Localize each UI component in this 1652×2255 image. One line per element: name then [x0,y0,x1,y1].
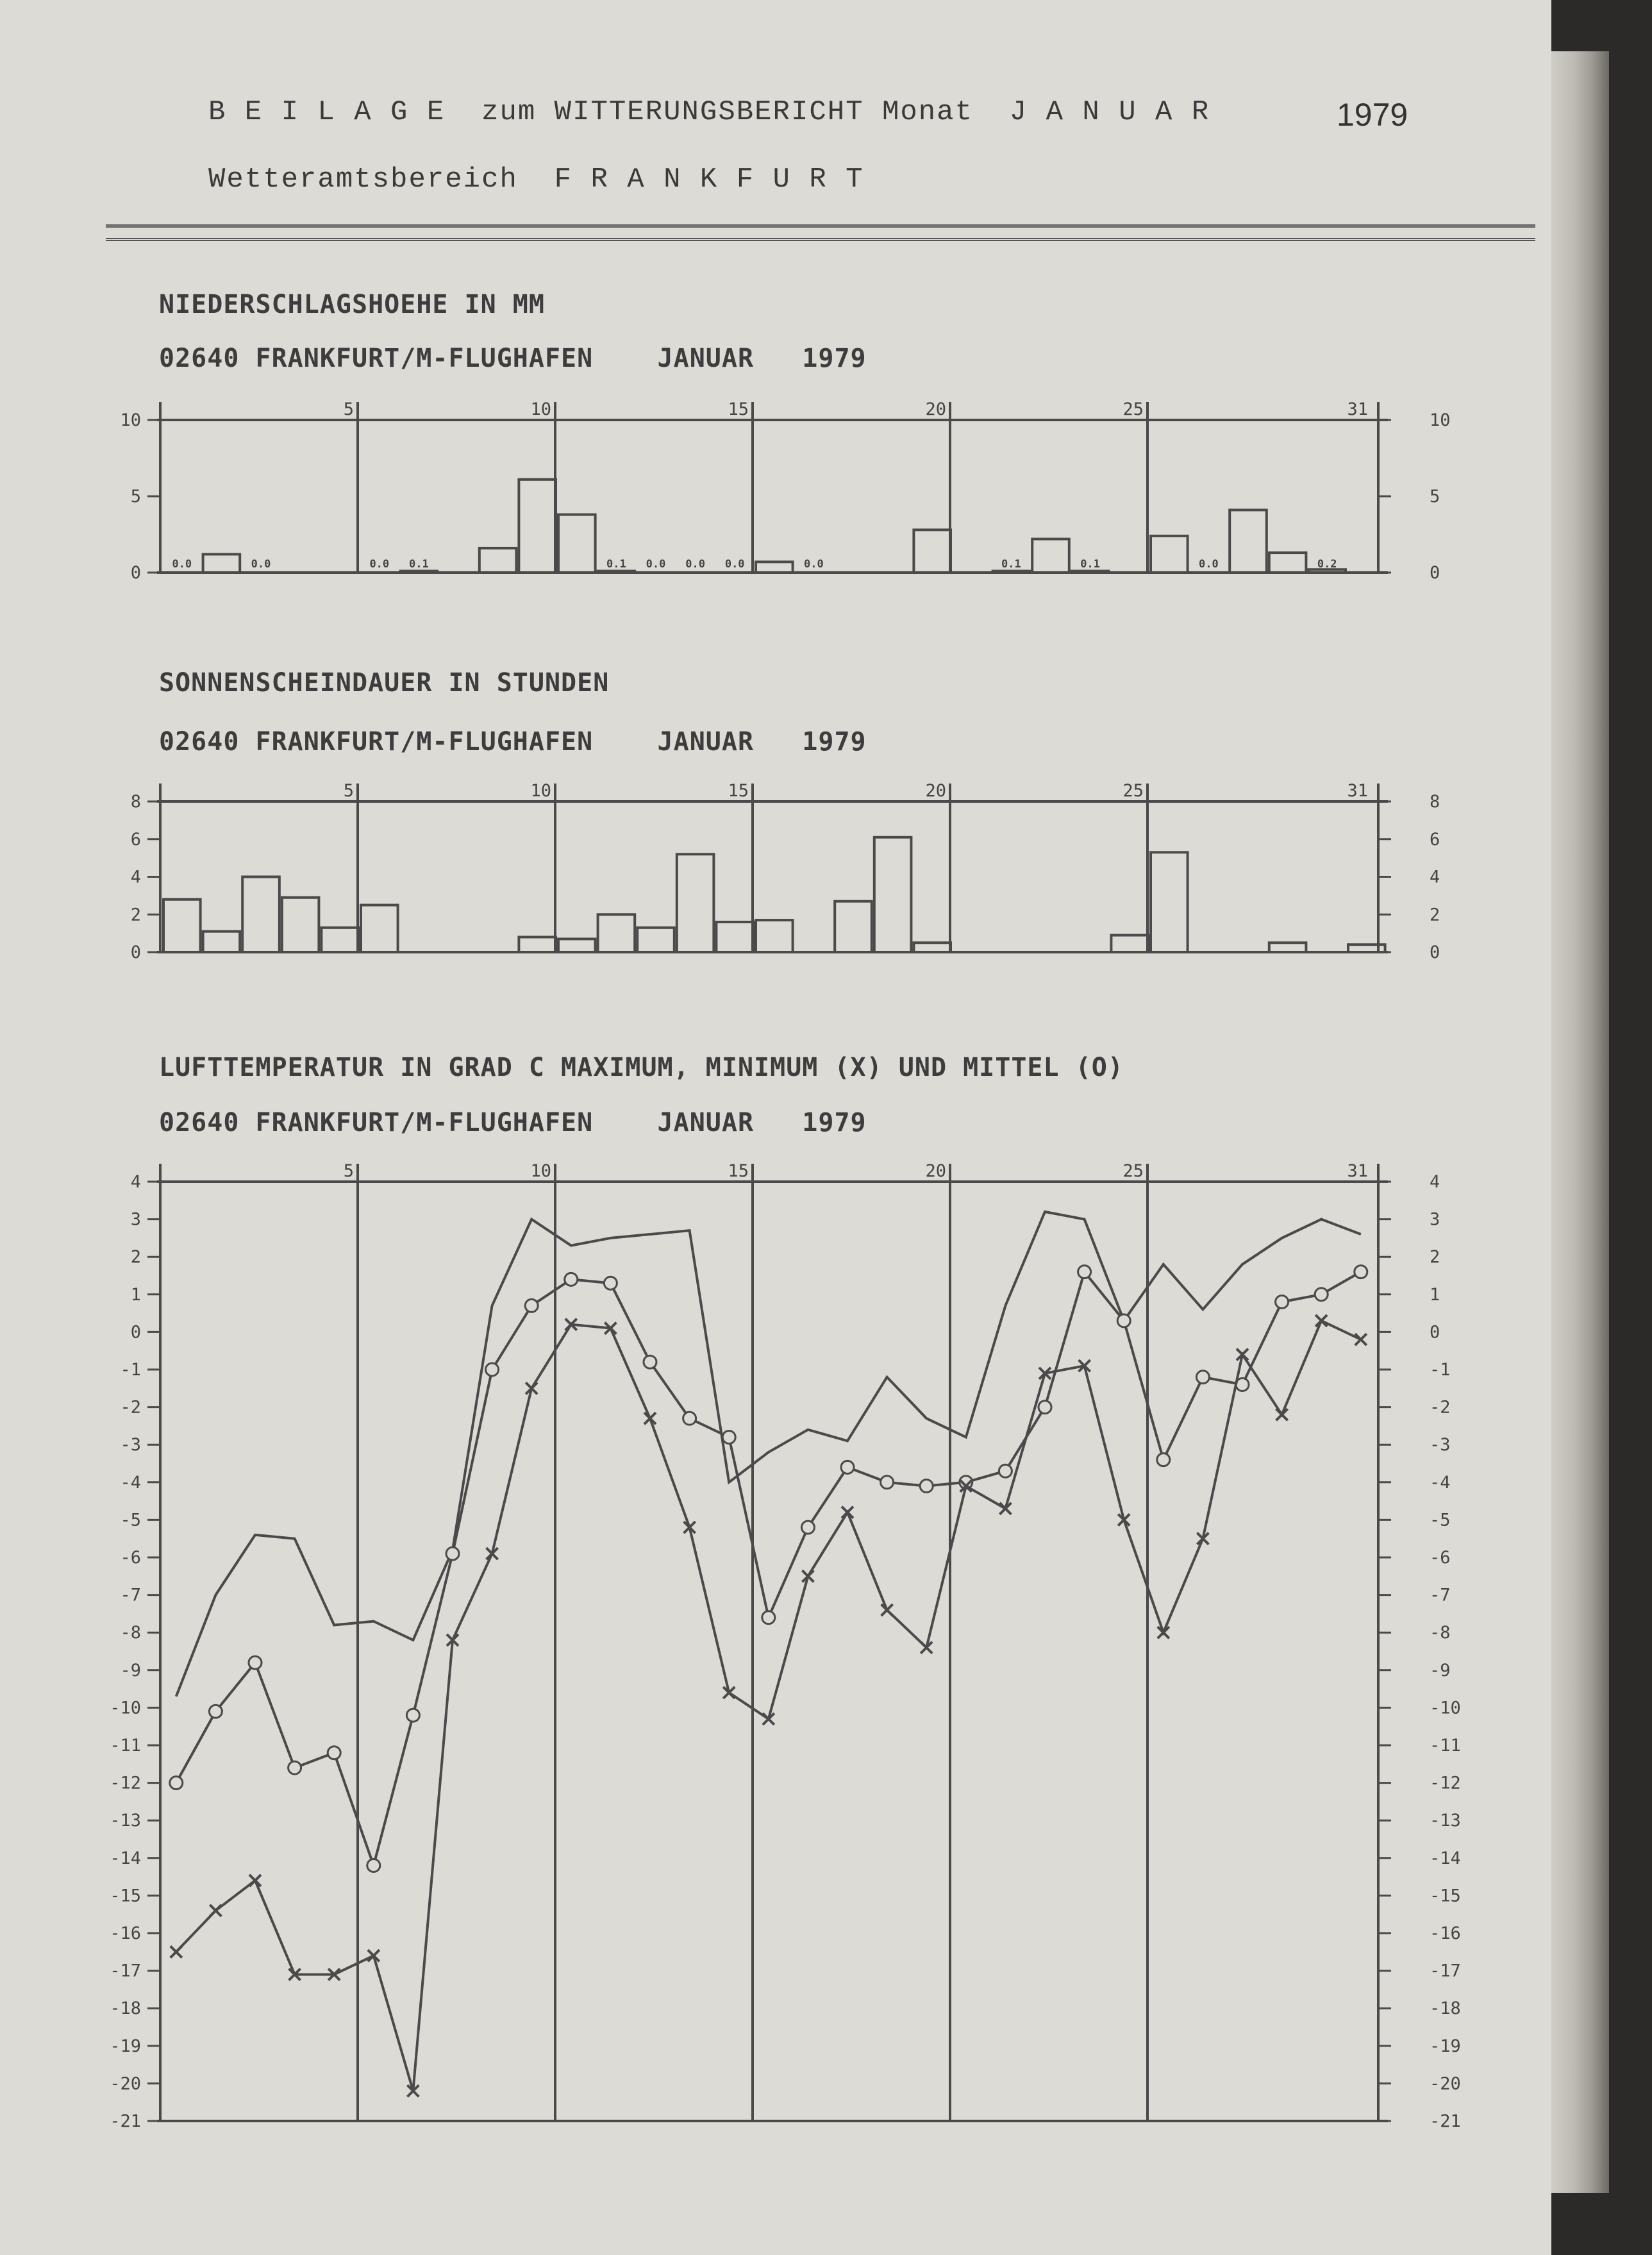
sunshine-bar [874,837,912,952]
precip-bar [1032,539,1069,573]
temp-mean-marker [920,1480,933,1493]
temp-left-tick-label: -8 [120,1623,141,1643]
temp-right-tick-label: 1 [1430,1284,1440,1305]
precip-bar-label: 0.1 [606,558,626,571]
sunshine-day-label: 31 [1347,781,1368,801]
temp-mean-marker [1157,1454,1170,1466]
sunshine-bar [1151,852,1188,952]
precip-bar [1230,510,1267,573]
sunshine-day-label: 10 [530,781,551,801]
temp-right-tick-label: -6 [1430,1548,1451,1568]
sunshine-bar [558,939,596,952]
temp-left-tick-label: 1 [130,1284,141,1305]
precip-left-tick-label: 10 [120,410,141,430]
precip-bar [914,530,951,573]
sunshine-bar [914,943,951,952]
temp-mean-marker [525,1299,538,1312]
temp-min-marker [249,1875,261,1886]
temp-left-tick-label: -11 [110,1736,141,1756]
temp-right-tick-label: -16 [1430,1924,1461,1943]
sunshine-bar [835,901,872,952]
sunshine-bar [1111,935,1148,952]
precip-bar-label: 0.1 [409,558,429,571]
precip-left-tick-label: 5 [130,487,141,507]
temp-min-marker [210,1905,221,1916]
sunshine-left-tick-label: 8 [130,792,141,812]
temp-mean-marker [683,1412,696,1425]
temp-right-tick-label: -14 [1430,1848,1461,1868]
temp-mean-marker [486,1363,499,1376]
sunshine-left-tick-label: 4 [130,867,141,887]
precip-bar-label: 0.1 [1080,558,1100,571]
temp-left-tick-label: -19 [110,2036,141,2056]
precip-chart-title: NIEDERSCHLAGSHOEHE IN MM [159,290,545,319]
precip-bar-label: 0.0 [369,558,390,571]
temp-mean-marker [1117,1314,1130,1327]
temp-day-label: 31 [1347,1161,1368,1181]
temp-left-tick-label: -13 [110,1811,141,1831]
temp-min-marker [1158,1627,1169,1638]
precip-bar-label: 0.1 [1001,558,1021,571]
temp-mean-marker [1276,1296,1289,1309]
temp-left-tick-label: -2 [120,1397,141,1418]
temp-mean-marker [801,1521,814,1534]
temp-right-tick-label: 2 [1430,1247,1440,1268]
sunshine-right-tick-label: 2 [1430,905,1440,925]
sunshine-bar [519,937,556,953]
temp-mean-marker [881,1476,894,1489]
sunshine-bar [677,854,714,952]
precip-bar-label: 0.0 [646,558,666,571]
temp-min-marker [881,1604,893,1616]
sunshine-left-tick-label: 6 [130,829,141,850]
temp-chart-subtitle: 02640 FRANKFURT/M-FLUGHAFEN JANUAR 1979 [159,1108,867,1137]
sunshine-bar [361,905,398,952]
temp-mean-marker [841,1461,854,1473]
temp-series-line-circle [176,1272,1361,1866]
temp-left-tick-label: -9 [120,1660,141,1681]
sunshine-bar [756,920,793,952]
temp-right-tick-label: 4 [1430,1172,1440,1192]
temp-right-tick-label: -5 [1430,1510,1451,1530]
sunshine-bar [242,877,280,953]
temp-mean-marker [999,1464,1012,1477]
precip-day-label: 25 [1122,399,1144,419]
temp-right-tick-label: -9 [1430,1660,1451,1681]
precip-right-tick-label: 5 [1430,487,1440,507]
temp-min-marker [1276,1409,1288,1420]
temp-right-tick-label: -13 [1430,1811,1461,1831]
sunshine-chart-title: SONNENSCHEINDAUER IN STUNDEN [159,668,610,698]
temp-right-tick-label: -18 [1430,1999,1461,2019]
temp-mean-marker [249,1656,262,1669]
temp-right-tick-label: -21 [1430,2111,1461,2131]
report-year: 1979 [1337,97,1408,133]
temp-mean-marker [644,1355,656,1368]
temp-left-tick-label: -7 [120,1585,141,1605]
sunshine-right-tick-label: 4 [1430,867,1440,887]
temp-mean-marker [722,1430,735,1443]
precip-bar-label: 0.0 [172,558,192,571]
precip-bar [558,515,596,573]
temp-right-tick-label: -17 [1430,1961,1461,1981]
temp-day-label: 25 [1122,1161,1144,1181]
report-header-title: B E I L A G E zum WITTERUNGSBERICHT Monat J A N U A R [208,96,1210,128]
temp-right-tick-label: -15 [1430,1886,1461,1906]
precip-chart-subtitle: 02640 FRANKFURT/M-FLUGHAFEN JANUAR 1979 [159,344,867,373]
temp-left-tick-label: 4 [130,1172,141,1192]
temp-mean-marker [367,1859,380,1872]
precip-day-label: 15 [728,399,749,419]
temp-right-tick-label: -4 [1430,1472,1451,1493]
precip-day-label: 5 [343,399,354,419]
temp-mean-marker [1355,1266,1367,1278]
precip-bar [756,562,793,573]
precip-bar [203,554,240,573]
sunshine-left-tick-label: 2 [130,905,141,925]
temp-right-tick-label: -19 [1430,2036,1461,2056]
temp-right-tick-label: -10 [1430,1698,1461,1718]
temp-series-line-x [176,1321,1361,2091]
temp-mean-marker [288,1761,301,1774]
sunshine-bar [637,928,674,952]
sunshine-bar [598,914,635,952]
sunshine-bar [1269,943,1306,952]
temp-mean-marker [328,1747,340,1759]
temp-left-tick-label: -20 [110,2074,141,2094]
temp-mean-marker [170,1777,183,1790]
temp-mean-marker [406,1709,419,1722]
sunshine-day-label: 15 [728,781,749,801]
temp-right-tick-label: -20 [1430,2074,1461,2094]
sunshine-bar [282,898,319,952]
temp-left-tick-label: 2 [130,1247,141,1268]
precip-bar-label: 0.0 [685,558,705,571]
precip-day-label: 20 [925,399,946,419]
temp-left-tick-label: -18 [110,1999,141,2019]
temp-right-tick-label: -11 [1430,1736,1461,1756]
precip-bar [598,571,635,573]
sunshine-right-tick-label: 8 [1430,792,1440,812]
sunshine-bar [716,922,753,952]
temp-mean-marker [604,1277,617,1289]
temp-min-marker [842,1507,853,1518]
temp-right-tick-label: -2 [1430,1397,1451,1418]
precip-bar [993,571,1030,573]
temp-left-tick-label: -3 [120,1435,141,1455]
precip-bar [1151,536,1188,573]
temp-right-tick-label: 3 [1430,1209,1440,1230]
precip-bar-label: 0.0 [724,558,745,571]
temp-min-marker [644,1413,656,1424]
temp-min-marker [1315,1315,1327,1327]
precip-right-tick-label: 10 [1430,410,1451,430]
temp-mean-marker [1315,1288,1328,1301]
temp-min-marker [1355,1334,1367,1345]
sunshine-bar [203,932,240,952]
temp-mean-marker [1196,1371,1209,1384]
sunshine-left-tick-label: 0 [130,943,141,962]
precip-bar-label: 0.2 [1317,558,1337,571]
temp-mean-marker [762,1611,775,1624]
sunshine-day-label: 20 [925,781,946,801]
temp-day-label: 10 [530,1161,551,1181]
temp-left-tick-label: 0 [130,1322,141,1343]
temp-left-tick-label: -17 [110,1961,141,1981]
precip-day-label: 10 [530,399,551,419]
temp-mean-marker [209,1705,222,1718]
temp-right-tick-label: -7 [1430,1585,1451,1605]
precip-right-tick-label: 0 [1430,563,1440,583]
temp-mean-marker [446,1547,459,1560]
temp-mean-marker [1039,1401,1051,1414]
temp-left-tick-label: -12 [110,1773,141,1793]
precip-day-label: 31 [1347,399,1368,419]
temp-left-tick-label: -1 [120,1360,141,1380]
temp-left-tick-label: 3 [130,1209,141,1230]
sunshine-chart-subtitle: 02640 FRANKFURT/M-FLUGHAFEN JANUAR 1979 [159,727,867,757]
precip-bar [480,548,517,573]
temp-mean-marker [1078,1266,1091,1278]
temp-left-tick-label: -6 [120,1548,141,1568]
sunshine-bar [163,900,201,952]
precip-bar-label: 0.0 [1199,558,1219,571]
temp-left-tick-label: -5 [120,1510,141,1530]
sunshine-bar [321,928,358,952]
temp-right-tick-label: -12 [1430,1773,1461,1793]
temp-day-label: 15 [728,1161,749,1181]
temp-day-label: 5 [343,1161,354,1181]
sunshine-right-tick-label: 0 [1430,943,1440,962]
temp-right-tick-label: -3 [1430,1435,1451,1455]
temp-chart-title: LUFTTEMPERATUR IN GRAD C MAXIMUM, MINIMUM (X) UND MITTEL (O) [159,1053,1124,1082]
precip-bar [1072,571,1109,573]
temp-left-tick-label: -16 [110,1924,141,1943]
temp-right-tick-label: -1 [1430,1360,1451,1380]
temp-left-tick-label: -21 [110,2111,141,2131]
precip-bar [519,480,556,573]
temp-right-tick-label: 0 [1430,1322,1440,1343]
temp-mean-marker [565,1273,578,1286]
temp-left-tick-label: -15 [110,1886,141,1906]
sunshine-day-label: 25 [1122,781,1144,801]
precip-bar [401,571,438,573]
temp-left-tick-label: -4 [120,1472,141,1493]
temp-day-label: 20 [925,1161,946,1181]
temp-left-tick-label: -10 [110,1698,141,1718]
precip-bar-label: 0.0 [251,558,271,571]
sunshine-day-label: 5 [343,781,354,801]
precip-bar [1269,553,1306,573]
precip-bar-label: 0.0 [804,558,824,571]
precip-left-tick-label: 0 [130,563,141,583]
temp-min-marker [171,1946,182,1957]
sunshine-right-tick-label: 6 [1430,829,1440,850]
report-header-region: Wetteramtsbereich F R A N K F U R T [208,163,864,196]
temp-right-tick-label: -8 [1430,1623,1451,1643]
temp-left-tick-label: -14 [110,1848,141,1868]
